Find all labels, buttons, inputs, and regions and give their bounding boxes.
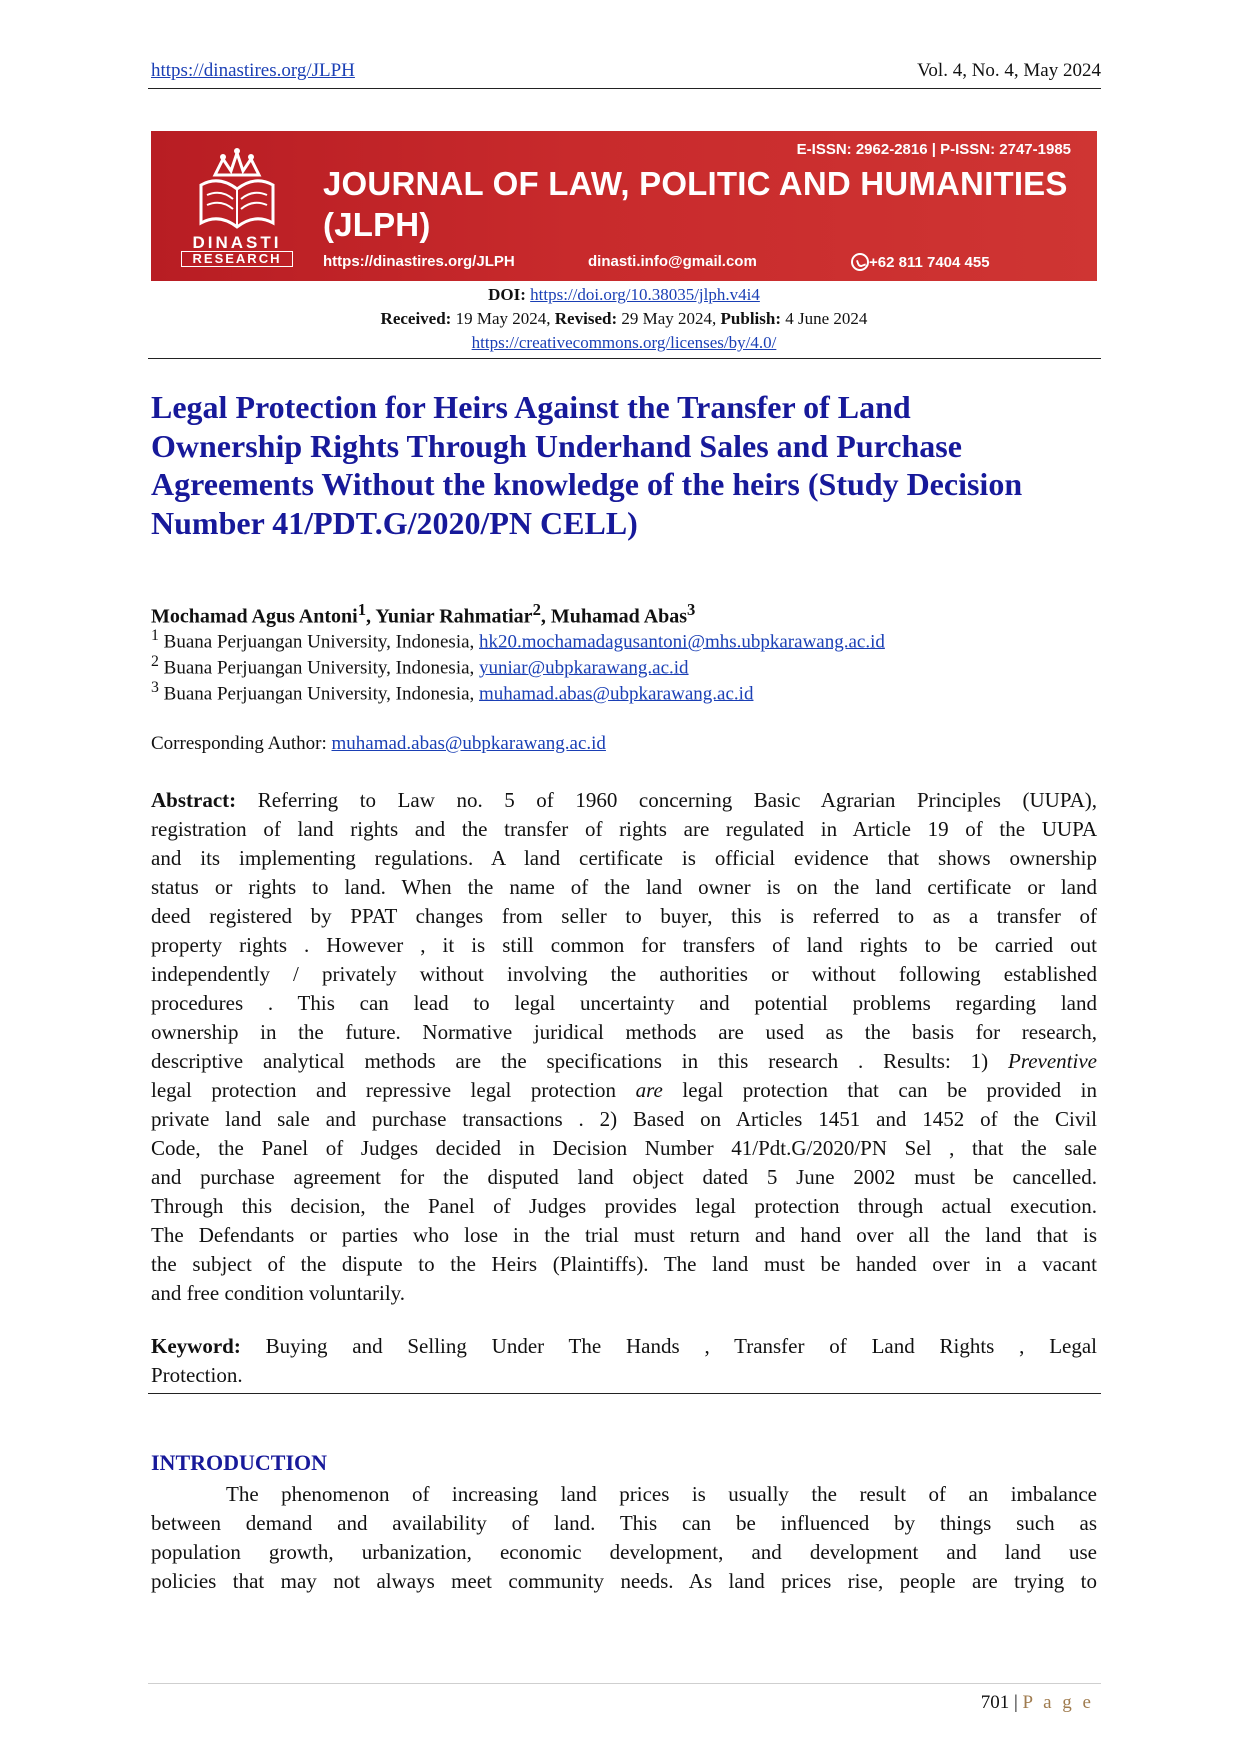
whatsapp-icon: [851, 253, 869, 271]
publish-date: 4 June 2024: [785, 309, 868, 328]
abstract-line: procedures . This can lead to legal uncertainty and potential problems regarding land: [151, 991, 1097, 1015]
author-superscript: 2: [532, 600, 541, 619]
affiliation-number: 2: [151, 653, 159, 670]
journal-title-line2: (JLPH): [323, 206, 431, 243]
keywords: [151, 1332, 1097, 1390]
abstract-line: [151, 1076, 1097, 1105]
abstract-text: Referring to Law no. 5 of 1960 concerning Basic Agrarian Principles (UUPA),: [236, 788, 1097, 812]
intro-line: population growth, urbanization, economic development, and development and land use: [151, 1540, 1097, 1564]
author-superscript: 3: [687, 600, 696, 619]
abstract-text: legal protection and repressive legal protection: [151, 1078, 636, 1102]
abstract-line: independently / privately without involving the authorities or without following established: [151, 962, 1097, 986]
abstract-line: the subject of the dispute to the Heirs (Plaintiffs). The land must be handed over in a vacant: [151, 1252, 1097, 1276]
affiliation: [151, 679, 753, 705]
affiliation-text: Buana Perjuangan University, Indonesia,: [163, 683, 480, 705]
abstract-line: status or rights to land. When the name of the land owner is on the land certificate or land: [151, 875, 1097, 899]
abstract: [151, 786, 1097, 1308]
keyword-divider: [148, 1393, 1101, 1394]
abstract-line: The Defendants or parties who lose in the trial must return and hand over all the land that is: [151, 1223, 1097, 1247]
doi-label: DOI:: [488, 285, 526, 304]
banner-website: https://dinastires.org/JLPH: [323, 253, 515, 270]
issn-text: E-ISSN: 2962-2816 | P-ISSN: 2747-1985: [796, 141, 1071, 158]
abstract-italic: Preventive: [1008, 1049, 1097, 1073]
affiliation-text: Buana Perjuangan University, Indonesia,: [163, 657, 480, 679]
abstract-line: deed registered by PPAT changes from seller to buyer, this is referred to as a transfer of: [151, 904, 1097, 928]
banner-phone: [851, 253, 990, 271]
author-name: Mochamad Agus Antoni: [151, 605, 358, 628]
author-superscript: 1: [357, 600, 367, 619]
affiliation-email-link[interactable]: hk20.mochamadagusantoni@mhs.ubpkarawang.ac.id: [479, 631, 885, 653]
affiliation-email-link[interactable]: yuniar@ubpkarawang.ac.id: [479, 657, 689, 679]
abstract-line: property rights . However , it is still common for transfers of land rights to be carried out: [151, 933, 1097, 957]
logo-word-dinasti: DINASTI: [192, 233, 282, 252]
abstract-italic: are: [635, 1078, 663, 1102]
abstract-line: ownership in the future. Normative juridical methods are used as the basis for research,: [151, 1020, 1097, 1044]
title-line: Legal Protection for Heirs Against the Transfer of Land: [151, 389, 911, 425]
abstract-line: [151, 1047, 1097, 1076]
crown-book-icon: [181, 145, 293, 235]
abstract-label: Abstract:: [151, 788, 237, 812]
page-number: 701: [980, 1692, 1010, 1713]
corresponding-author: [151, 733, 606, 755]
doi-link[interactable]: https://doi.org/10.38035/jlph.v4i4: [530, 285, 760, 304]
abstract-line: and free condition voluntarily.: [151, 1281, 406, 1305]
affiliation-number: 1: [151, 627, 159, 644]
author-name: Muhamad Abas: [550, 605, 688, 628]
page-separator: |: [1009, 1692, 1023, 1713]
introduction-body: [151, 1480, 1097, 1596]
abstract-line: Code, the Panel of Judges decided in Decision Number 41/Pdt.G/2020/PN Sel , that the sale: [151, 1136, 1097, 1160]
banner-phone-number: +62 811 7404 455: [869, 254, 990, 271]
dinasti-logo: [181, 145, 293, 269]
abstract-line: and purchase agreement for the disputed land object dated 5 June 2002 must be cancelled.: [151, 1165, 1097, 1189]
affiliation-number: 3: [151, 679, 159, 696]
abstract-line: and its implementing regulations. A land certificate is official evidence that shows ownership: [151, 846, 1097, 870]
journal-url-link[interactable]: https://dinastires.org/JLPH: [151, 60, 355, 81]
keyword-text: Buying and Selling Under The Hands , Transfer of Land Rights , Legal: [240, 1334, 1097, 1358]
received-label: Received:: [380, 309, 452, 328]
section-heading: INTRODUCTION: [151, 1450, 328, 1475]
logo-word-research: RESEARCH: [181, 251, 293, 267]
affiliation-text: Buana Perjuangan University, Indonesia,: [163, 631, 480, 653]
received-date: 19 May 2024,: [455, 309, 551, 328]
journal-banner: [151, 131, 1097, 281]
title-line: Number 41/PDT.G/2020/PN CELL): [151, 504, 638, 541]
dates-line: [151, 309, 1097, 329]
intro-line: The phenomenon of increasing land prices is usually the result of an imbalance: [226, 1482, 1097, 1506]
journal-title: [323, 163, 1068, 245]
corresponding-label: Corresponding Author:: [151, 733, 332, 754]
license-link[interactable]: https://creativecommons.org/licenses/by/4.0/: [471, 333, 777, 352]
abstract-line: registration of land rights and the transfer of rights are regulated in Article 19 of the UUPA: [151, 817, 1097, 841]
corresponding-email-link[interactable]: muhamad.abas@ubpkarawang.ac.id: [331, 733, 606, 754]
keyword-line: [151, 1332, 1097, 1361]
abstract-text: descriptive analytical methods are the specifications in this research . Results: 1): [151, 1049, 1008, 1073]
author-name: Yuniar Rahmatiar: [375, 605, 533, 628]
publish-label: Publish:: [720, 309, 782, 328]
journal-title-line1: JOURNAL OF LAW, POLITIC AND HUMANITIES: [323, 165, 1068, 202]
abstract-text: legal protection that can be provided in: [662, 1078, 1097, 1102]
affiliation: [151, 627, 885, 653]
intro-line: policies that may not always meet community needs. As land prices rise, people are trying to: [151, 1569, 1097, 1593]
author-list: [151, 600, 695, 629]
revised-label: Revised:: [554, 309, 618, 328]
footer-divider: [148, 1683, 1101, 1684]
affiliation-email-link[interactable]: muhamad.abas@ubpkarawang.ac.id: [479, 683, 754, 705]
author-separator: ,: [366, 605, 376, 628]
license-line: [151, 333, 1097, 353]
affiliation: [151, 653, 689, 679]
banner-email: dinasti.info@gmail.com: [588, 253, 757, 270]
paper-title: [151, 388, 1097, 542]
doi-line: [151, 285, 1097, 305]
meta-divider: [148, 358, 1101, 359]
page-footer: [981, 1692, 1094, 1714]
abstract-line: private land sale and purchase transactions . 2) Based on Articles 1451 and 1452 of the Civil: [151, 1107, 1097, 1131]
revised-date: 29 May 2024,: [621, 309, 717, 328]
author-separator: ,: [540, 605, 551, 628]
intro-line: between demand and availability of land. This can be influenced by things such as: [151, 1511, 1097, 1535]
keyword-label: Keyword:: [151, 1334, 241, 1358]
volume-info: Vol. 4, No. 4, May 2024: [917, 60, 1101, 81]
header-divider: [148, 88, 1101, 89]
abstract-line: [151, 786, 1097, 815]
title-line: Agreements Without the knowledge of the heirs (Study Decision: [151, 466, 1023, 502]
abstract-line: Through this decision, the Panel of Judges provides legal protection through actual execution.: [151, 1194, 1097, 1218]
keyword-line: Protection.: [151, 1363, 243, 1387]
title-line: Ownership Rights Through Underhand Sales and Purchase: [151, 427, 962, 464]
page-word: P a g e: [1022, 1692, 1094, 1713]
